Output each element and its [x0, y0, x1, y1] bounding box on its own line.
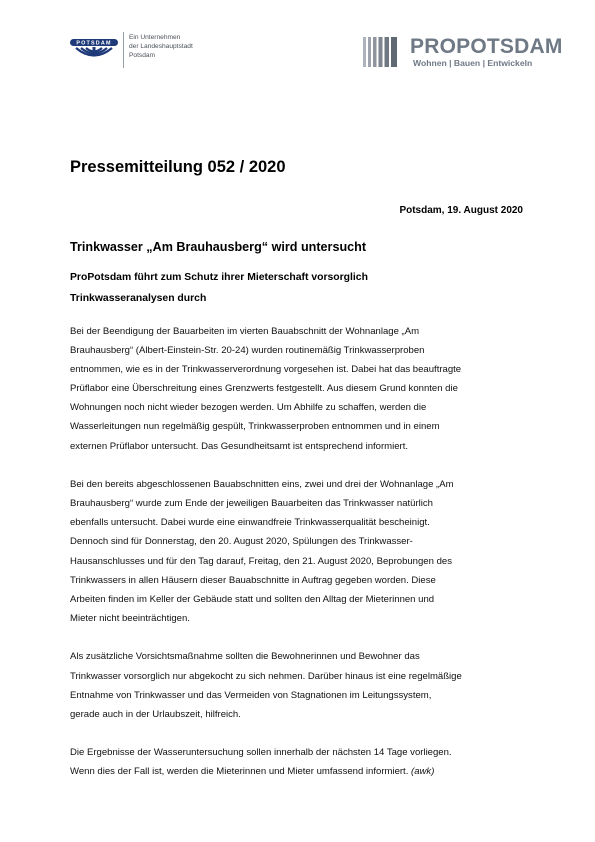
paragraph-4	[70, 743, 530, 781]
wordmark-pro: PRO	[410, 35, 457, 58]
text-line: Arbeiten finden im Keller der Gebäude statt und sollten den Alltag der Mieterinnen und	[70, 593, 435, 605]
paragraph-1	[70, 322, 530, 456]
propotsdam-bars-icon	[363, 37, 405, 67]
text-line: entnommen, wie es in der Trinkwasserverordnung vorgesehen ist. Dabei hat das beauftragte	[70, 364, 462, 376]
paragraph-3	[70, 647, 530, 723]
wordmark-potsdam: POTSDAM	[456, 35, 563, 58]
logo-caption-line: der Landeshauptstadt	[129, 43, 193, 50]
text-line: ebenfalls untersucht. Dabei wurde eine einwandfreie Trinkwasserqualität bescheinigt.	[70, 517, 430, 529]
text-line: Trinkwasser vorsorglich nur abgekocht zu sich nehmen. Darüber hinaus ist eine regelmäßige	[70, 670, 462, 682]
text-line: Dennoch sind für Donnerstag, den 20. August 2020, Spülungen des Trinkwasser-	[70, 536, 413, 548]
text-line: Trinkwassers in allen Häusern dieser Bauabschnitte in Auftrag gegeben worden. Diese	[70, 574, 436, 586]
text-line: Brauhausberg“ wurde zum Ende der jeweiligen Bauarbeiten das Trinkwasser natürlich	[70, 498, 433, 510]
potsdam-city-logo-icon	[70, 33, 118, 63]
logo-divider	[123, 32, 124, 68]
body-text	[70, 322, 530, 801]
text-line: Als zusätzliche Vorsichtsmaßnahme sollten die Bewohnerinnen und Bewohner das	[70, 651, 420, 663]
text-line: Bei der Beendigung der Bauarbeiten im vierten Bauabschnitt der Wohnanlage „Am	[70, 326, 420, 337]
text-line	[70, 762, 530, 781]
text-line: Bei den bereits abgeschlossenen Bauabschnitten eins, zwei und drei der Wohnanlage „Am	[70, 479, 454, 491]
text-line: Entnahme von Trinkwasser und das Vermeiden von Stagnationen im Leitungssystem,	[70, 689, 432, 701]
logo-caption-line: Ein Unternehmen	[129, 34, 181, 41]
text-line: Hausanschlusses und für den Tag darauf, Freitag, den 21. August 2020, Beprobungen des	[70, 555, 452, 567]
author-tag: (awk)	[411, 766, 435, 778]
text-line: Prüflabor eine Überschreitung eines Grenzwerts festgestellt. Aus diesem Grund konnten die	[70, 383, 458, 395]
propotsdam-tagline: Wohnen | Bauen | Entwickeln	[413, 58, 533, 68]
place-date: Potsdam, 19. August 2020	[399, 205, 523, 216]
text-line: Brauhausberg“ (Albert-Einstein-Str. 20-24) wurden routinemäßig Trinkwasserproben	[70, 345, 425, 357]
subheadline-line: ProPotsdam führt zum Schutz ihrer Mieterschaft vorsorglich	[70, 272, 368, 283]
text-line-content: Wenn dies der Fall ist, werden die Mieterinnen und Mieter umfassend informiert.	[70, 766, 409, 778]
text-line: gerade auch in der Urlaubszeit, hilfreich.	[70, 708, 241, 720]
subheadline-line: Trinkwasseranalysen durch	[70, 293, 207, 304]
logo-caption-line: Potsdam	[129, 52, 156, 59]
text-line: Die Ergebnisse der Wasseruntersuchung sollen innerhalb der nächsten 14 Tage vorliegen.	[70, 747, 452, 759]
text-line: Wohnungen noch nicht wieder bezogen werden. Um Abhilfe zu schaffen, werden die	[70, 402, 427, 414]
page-title: Pressemitteilung 052 / 2020	[70, 158, 286, 176]
logo-caption	[129, 33, 193, 60]
svg-text:POTSDAM: POTSDAM	[76, 40, 112, 47]
subheadline	[70, 267, 368, 309]
text-line: externen Prüflabor untersucht. Das Gesundheitsamt ist entsprechend informiert.	[70, 440, 409, 452]
headline: Trinkwasser „Am Brauhausberg“ wird untersucht	[70, 240, 367, 254]
text-line: Mieter nicht beeinträchtigen.	[70, 612, 190, 624]
propotsdam-wordmark	[410, 37, 563, 57]
paragraph-2	[70, 475, 530, 628]
text-line: Wasserleitungen nun regelmäßig gespült, Trinkwasserproben entnommen und in einem	[70, 421, 440, 433]
